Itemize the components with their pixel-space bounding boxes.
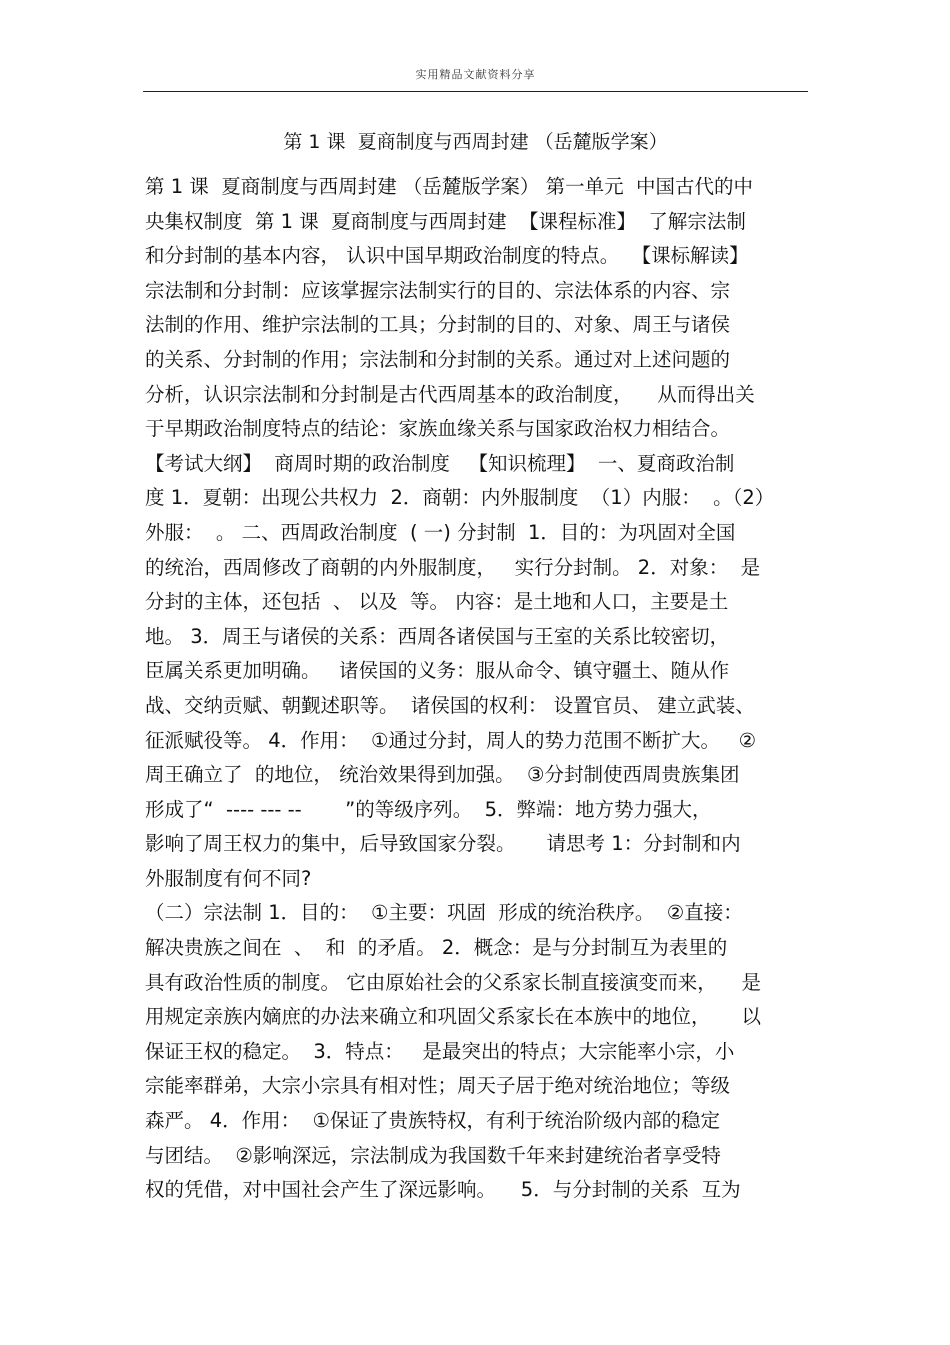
text-line: 用规定亲族内嫡庶的办法来确立和巩固父系家长在本族中的地位， 以 [145,1005,761,1029]
text-line: 宗能率群弟，大宗小宗具有相对性；周天子居于绝对统治地位；等级 [145,1074,731,1098]
text-line: 与团结。 ②影响深远，宗法制成为我国数千年来封建统治者享受特 [145,1143,721,1167]
text-line: 央集权制度 第 1 课 夏商制度与西周封建 【课程标准】 了解宗法制 [145,209,746,233]
text-line: 形成了“ ---- --- -- ”的等级序列。 5．弊端：地方势力强大， [145,797,712,821]
text-line: 周王确立了 的地位， 统治效果得到加强。 ③分封制使西周贵族集团 [145,763,740,787]
text-line: 【考试大纲】 商周时期的政治制度 【知识梳理】 一、夏商政治制 [145,451,735,475]
text-line: 的统治，西周修改了商朝的内外服制度， 实行分封制。 2．对象： 是 [145,555,761,579]
text-line: 地。 3．周王与诸侯的关系：西周各诸侯国与王室的关系比较密切， [145,624,730,648]
text-line: 分析，认识宗法制和分封制是古代西周基本的政治制度， 从而得出关 [145,382,755,406]
text-line: （二）宗法制 1．目的： ①主要：巩固 形成的统治秩序。 ②直接： [145,901,743,925]
text-line: 第 1 课 夏商制度与西周封建 （岳麓版学案） 第一单元 中国古代的中 [145,175,753,198]
text-line: 外服制度有何不同? [145,866,312,890]
text-line: 分封的主体，还包括 、 以及 等。 内容：是土地和人口，主要是土 [145,590,729,614]
text-line: 森严。 4．作用： ①保证了贵族特权，有利于统治阶级内部的稳定 [145,1109,720,1133]
text-line: 影响了周王权力的集中，后导致国家分裂。 请思考 1：分封制和内 [145,832,741,856]
header-divider [143,91,808,92]
text-line: 征派赋役等。 4．作用： ①通过分封，周人的势力范围不断扩大。 ② [145,728,757,752]
text-line: 具有政治性质的制度。 它由原始社会的父系家长制直接演变而来， 是 [145,970,761,994]
text-line: 宗法制和分封制：应该掌握宗法制实行的目的、宗法体系的内容、宗 [145,278,731,302]
text-line: 法制的作用、维护宗法制的工具；分封制的目的、对象、周王与诸侯 [145,313,731,337]
body-text [145,170,825,1208]
text-line: 权的凭借，对中国社会产生了深远影响。 5．与分封制的关系 互为 [145,1178,741,1202]
document-title: 第 1 课 夏商制度与西周封建 （岳麓版学案） [283,131,668,153]
text-line: 保证王权的稳定。 3．特点： 是最突出的特点；大宗能率小宗，小 [145,1039,735,1063]
text-line: 度 1．夏朝：出现公共权力 2．商朝：内外服制度 （1）内服： 。（2） [145,486,775,510]
text-line: 臣属关系更加明确。 诸侯国的义务：服从命令、镇守疆土、随从作 [145,659,730,683]
text-line: 解决贵族之间在 、 和 的矛盾。 2．概念：是与分封制互为表里的 [145,936,728,960]
text-line: 战、交纳贡赋、朝觐述职等。 诸侯国的权利： 设置官员、 建立武装、 [145,693,755,717]
text-line: 和分封制的基本内容， 认识中国早期政治制度的特点。 【课标解读】 [145,244,749,268]
text-line: 的关系、分封制的作用；宗法制和分封制的关系。通过对上述问题的 [145,347,731,371]
page-header: 实用精品文献资料分享 [415,68,536,81]
text-line: 于早期政治制度特点的结论：家族血缘关系与国家政治权力相结合。 [145,417,731,441]
text-line: 外服： 。 二、西周政治制度 ( 一) 分封制 1．目的：为巩固对全国 [145,520,736,544]
